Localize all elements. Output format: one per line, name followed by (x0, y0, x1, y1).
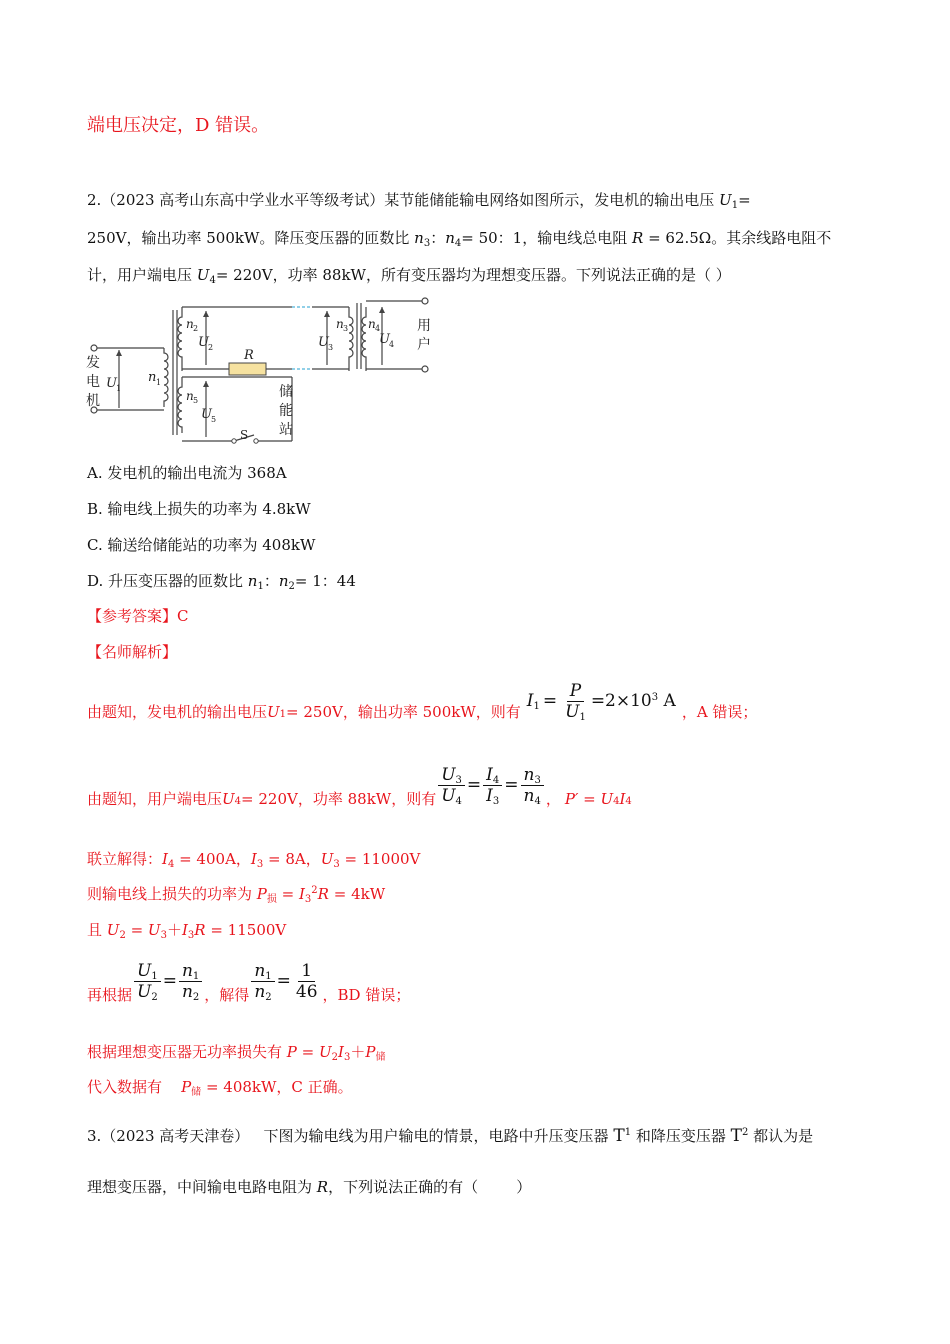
q2-line-3-b: = 220V，功率 88kW，所有变压器均为理想变压器。下列说法正确的是（ ） (215, 266, 731, 284)
q3-line-1-a: 3.（2023 高考天津卷） 下图为输电线为用户输电的情景，电路中升压变压器 (87, 1127, 614, 1145)
fraction-u3-u4: $\frac{U_3}{U_4}$ (438, 765, 465, 806)
label-switch: S (240, 428, 249, 442)
q2-line-2-a: 250V，输出功率 500kW。降压变压器的匝数比 (87, 229, 415, 247)
label-u1: U (106, 376, 117, 391)
sol-1-b: = 250V，输出功率 500kW，则有 (286, 703, 521, 721)
analysis-title: 【名师解析】 (87, 643, 178, 661)
q3-line-1 (87, 1126, 813, 1146)
var-i: I (162, 850, 168, 868)
var-r: R (632, 229, 644, 247)
label-u2: U (198, 335, 209, 350)
option-d-end: = 1：44 (294, 572, 356, 590)
var-u: U (320, 850, 334, 868)
fraction-n1-n2: $\frac{n_1}{n_2}$ (179, 961, 202, 1002)
label-storage-3: 站 (279, 422, 293, 438)
label-u3-sub: 3 (328, 343, 334, 352)
solution-line-8 (87, 1077, 353, 1097)
circuit-diagram (84, 295, 444, 450)
sub: 储 (375, 1052, 386, 1063)
label-n3-sub: 3 (343, 324, 349, 333)
solution-line-6 (87, 955, 410, 1007)
plus: ＋ (350, 1043, 366, 1061)
sol-2-a: 由题知，用户端电压 (87, 790, 223, 808)
q3-line-1-b: 和降压变压器 (631, 1127, 731, 1145)
equals: = (276, 971, 291, 991)
var-n: n (414, 229, 424, 247)
equals: = (466, 775, 482, 795)
sub: 3 (304, 894, 312, 905)
formula-i1: $I_1$ = (526, 691, 558, 712)
sol-1-c: ，A 错误； (681, 703, 758, 721)
label-n2: n (186, 317, 194, 331)
label-n5: n (186, 389, 194, 403)
sol-3-v1: = 400A， (174, 850, 251, 868)
label-generator-3: 机 (86, 393, 100, 409)
sub: 储 (191, 1087, 202, 1098)
option-d (87, 571, 356, 591)
solution-line-5 (87, 920, 286, 940)
var-p: P (365, 1043, 376, 1061)
label-n3: n (336, 317, 344, 331)
fraction-n3-n4: $\frac{n_3}{n_4}$ (521, 765, 544, 806)
label-generator-2: 电 (86, 374, 100, 390)
var-u: U (106, 921, 120, 939)
var-i: I (338, 1043, 344, 1061)
var-p: P (286, 1043, 297, 1061)
label-u2-sub: 2 (208, 343, 214, 352)
sub: 3 (256, 859, 264, 870)
var-r: R (194, 921, 206, 939)
t2-sub: 2 (741, 1127, 749, 1138)
var-p: P (181, 1078, 192, 1096)
label-n1-sub: 1 (156, 378, 162, 387)
sub: 4 (454, 238, 462, 249)
var-n: n (247, 572, 258, 590)
sub: 2 (119, 930, 126, 941)
t1-sub: 1 (624, 1127, 632, 1138)
sol-4-b: = (276, 885, 299, 903)
option-b: B. 输电线上损失的功率为 4.8kW (87, 500, 311, 518)
colon: ： (263, 572, 279, 590)
sol-5-b: = (125, 921, 148, 939)
solution-line-3 (87, 849, 420, 869)
sol-4-c: = 4kW (328, 885, 386, 903)
sup: 2 (311, 885, 318, 896)
t2-symbol: T (730, 1126, 742, 1146)
fraction-p-over-u1: $\frac{P}{U_1}$ (565, 680, 586, 723)
var-i: I (250, 850, 257, 868)
plus: ＋ (166, 921, 182, 939)
q3-line-2-b: ，下列说法正确的有（ ） (328, 1178, 532, 1196)
option-c: C. 输送给储能站的功率为 408kW (87, 536, 316, 554)
sol-5-a: 且 (87, 921, 107, 939)
q3-line-2 (87, 1177, 531, 1197)
solution-line-2: 由题知，用户端电压 U 4 = 220V，功率 88kW，则有 $\frac{U_3}{U_4}$ = $\frac{I_4}{I_3}$ = $\frac{n_3}{n_4}$ ， P′ = U 4 I 4 (87, 764, 632, 808)
q2-line-3-a: 计，用户端电压 (87, 266, 197, 284)
label-u1-sub: 1 (116, 384, 122, 393)
sub: 3 (187, 930, 195, 941)
q2-line-2-g: = 62.5Ω。其余线路电阻不 (643, 229, 832, 247)
reference-answer: 【参考答案】C (87, 607, 189, 625)
q2-line-3 (87, 265, 731, 285)
sub: 2 (331, 1052, 339, 1063)
formula-p-prime: P′ = U (564, 790, 614, 808)
sol-2-b: = 220V，功率 88kW，则有 (241, 790, 437, 808)
q3-line-2-a: 理想变压器，中间输电电路电阻为 (87, 1178, 317, 1196)
option-d-text: D. 升压变压器的匝数比 (87, 572, 248, 590)
sub: 4 (209, 275, 216, 286)
var-u: U (147, 921, 161, 939)
fraction-i4-i3: $\frac{I_4}{I_3}$ (483, 765, 502, 806)
sub: 损 (266, 894, 277, 905)
sol-3-v2: = 8A， (263, 850, 321, 868)
sol-2-c: ， (545, 790, 561, 808)
var-u: U (222, 790, 235, 808)
var-r: R (316, 1178, 329, 1196)
sol-6-b: ，解得 (204, 986, 250, 1004)
sub: 3 (160, 930, 167, 941)
q2-line-2 (87, 228, 831, 248)
sol-6-a: 再根据 (87, 986, 133, 1004)
label-u5-sub: 5 (211, 415, 217, 424)
label-n2-sub: 2 (193, 324, 199, 333)
equals: = (162, 971, 177, 991)
solution-line-4 (87, 884, 385, 904)
label-user-1: 用 (417, 318, 431, 334)
var-p: P (256, 885, 267, 903)
var-u: U (318, 1043, 332, 1061)
var-u: U (267, 703, 280, 721)
var-n: n (278, 572, 289, 590)
sol-8-a: 代入数据有 (87, 1078, 182, 1096)
label-n4-sub: 4 (375, 324, 381, 333)
var-u: U (719, 191, 732, 209)
colon: ： (430, 229, 446, 247)
option-a: A. 发电机的输出电流为 368A (87, 464, 287, 482)
sub: 4 (167, 859, 175, 870)
t1-symbol: T (613, 1126, 625, 1146)
sol-4-a: 则输电线上损失的功率为 (87, 885, 257, 903)
sub: 1 (257, 581, 264, 592)
label-storage-2: 能 (279, 403, 293, 419)
var-i: I (619, 790, 626, 808)
sol-3-label: 联立解得： (87, 850, 163, 868)
fraction-1-46: $\frac{1}{46}$ (295, 960, 318, 1002)
sol-6-c: ，BD 错误； (322, 986, 411, 1004)
sol-1-a: 由题知，发电机的输出电压 (87, 703, 268, 721)
continuation-text: 端电压决定，D 错误。 (87, 115, 270, 136)
sol-5-d: = 11500V (205, 921, 287, 939)
sub: 3 (423, 238, 431, 249)
solution-line-1: 由题知，发电机的输出电压 U 1 = 250V，输出功率 500kW，则有 $I_1$ = $\frac{P}{U_1}$ $=2\times 10^3$ A ，A 错误； (87, 680, 758, 723)
label-u4-sub: 4 (389, 340, 395, 349)
label-u4: U (379, 332, 390, 347)
sol-7-b: = (296, 1043, 319, 1061)
q2-line-1-text: 2.（2023 高考山东高中学业水平等级考试）某节能储能输电网络如图所示，发电机的输出电压 (87, 191, 720, 209)
fraction-n1-n2-result: $\frac{n_1}{n_2}$ (251, 961, 274, 1002)
sol-8-b: = 408kW，C 正确。 (201, 1078, 353, 1096)
sub: 3 (333, 859, 340, 870)
sub: 2 (288, 581, 295, 592)
q2-line-1-end: = (738, 191, 751, 209)
q2-line-2-e: = 50：1，输电线总电阻 (461, 229, 632, 247)
var-n: n (445, 229, 455, 247)
label-generator-1: 发 (86, 355, 100, 371)
q2-line-1 (87, 190, 751, 210)
solution-line-7 (87, 1042, 385, 1062)
var-i: I (181, 921, 188, 939)
q3-line-1-c: 都认为是 (748, 1127, 814, 1145)
label-user-2: 户 (417, 337, 431, 353)
label-n4: n (368, 317, 376, 331)
label-r: R (244, 348, 254, 363)
label-storage-1: 储 (279, 384, 293, 400)
var-u: U (196, 266, 210, 284)
label-n5-sub: 5 (193, 396, 199, 405)
equals: = (504, 775, 519, 795)
sol-3-v3: = 11000V (339, 850, 421, 868)
formula-result: $=2\times 10^3$ A (590, 691, 676, 711)
label-n1: n (148, 370, 157, 385)
sub: 3 (343, 1052, 351, 1063)
label-u3: U (318, 335, 329, 350)
sol-7-a: 根据理想变压器无功率损失有 (87, 1043, 287, 1061)
fraction-u1-u2: $\frac{U_1}{U_2}$ (134, 961, 161, 1002)
var-r: R (317, 885, 329, 903)
var-i: I (298, 885, 305, 903)
sub: 1 (731, 200, 739, 211)
label-u5: U (201, 407, 212, 422)
